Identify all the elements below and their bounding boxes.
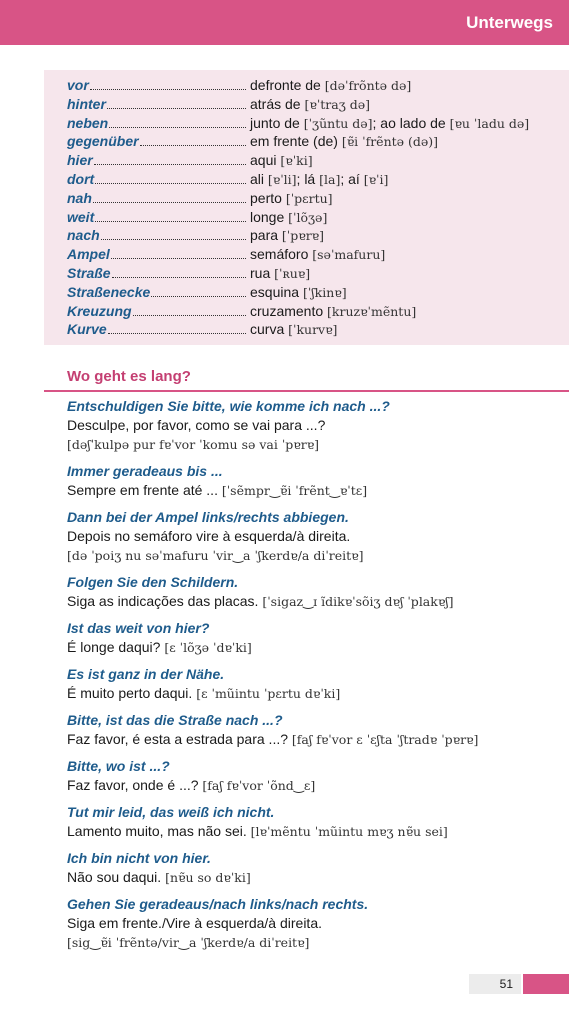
phrase-portuguese-line	[67, 527, 562, 546]
vocab-term	[67, 189, 250, 208]
vocab-translation	[250, 320, 337, 340]
vocab-row	[67, 302, 562, 321]
vocab-translation	[250, 302, 416, 322]
vocab-pronunciation: [ɐˈtraʒ də]	[304, 96, 371, 112]
page-number-accent	[523, 974, 569, 994]
chapter-title: Unterwegs	[466, 13, 553, 32]
vocab-portuguese-alt: ; ao lado de	[372, 114, 446, 131]
phrase-portuguese: É muito perto daqui.	[67, 685, 193, 701]
phrase-pronunciation: [faʃ fɐˈvor ˈõnd‿ɛ]	[202, 778, 316, 793]
vocab-translation	[250, 264, 310, 284]
vocab-portuguese: junto de	[250, 114, 300, 131]
vocab-pronunciation: [ˈʒũntu də]	[303, 115, 373, 131]
vocab-translation	[250, 170, 388, 190]
phrase-portuguese: Faz favor, é esta a estrada para ...?	[67, 731, 289, 747]
phrase-pronunciation: [ˈsẽmpr‿ɐ̃i ˈfrẽnt‿ɐˈtɛ]	[221, 483, 368, 498]
phrase-entry	[67, 619, 562, 657]
vocab-term	[67, 302, 250, 321]
vocab-portuguese: curva	[250, 321, 285, 338]
vocab-german: Kurve	[67, 321, 107, 338]
vocab-pronunciation: [ˈʀuɐ]	[274, 265, 311, 281]
dot-leader	[94, 163, 246, 165]
vocab-row	[67, 208, 562, 227]
vocab-german: hier	[67, 152, 93, 169]
vocab-german: vor	[67, 77, 89, 93]
phrase-german: Bitte, ist das die Straße nach ...?	[67, 712, 283, 728]
vocab-term	[67, 76, 250, 95]
phrase-list	[67, 397, 562, 960]
phrase-portuguese-line	[67, 481, 562, 500]
phrase-german: Gehen Sie geradeaus/nach links/nach rechts.	[67, 896, 369, 912]
phrase-portuguese-line	[67, 592, 562, 611]
vocab-pronunciation: [ˈkurvɐ]	[288, 322, 338, 338]
phrase-pronunciation: [də ˈpoiʒ nu səˈmafuru ˈvir‿a ˈʃkerdɐ/a diˈreitɐ]	[67, 548, 364, 563]
phrase-entry	[67, 397, 562, 454]
vocab-term	[67, 95, 250, 114]
phrase-portuguese-line	[67, 914, 562, 933]
phrase-pronunciation: [ɛ ˈmũintu ˈpɛrtu dɐˈki]	[196, 686, 341, 701]
vocab-row	[67, 283, 562, 302]
vocab-translation	[250, 283, 347, 303]
vocab-pronunciation: [ˈpɛrtu]	[285, 190, 333, 206]
vocab-term	[67, 320, 250, 339]
vocab-row	[67, 170, 562, 189]
phrase-portuguese-line	[67, 638, 562, 657]
dot-leader	[95, 220, 246, 222]
phrase-entry	[67, 711, 562, 749]
vocab-term	[67, 283, 250, 302]
vocab-german: gegenüber	[67, 133, 139, 150]
vocab-portuguese: esquina	[250, 283, 300, 300]
dot-leader	[90, 88, 246, 90]
vocab-german: Kreuzung	[67, 302, 132, 319]
vocab-pronunciation: [dəˈfrõntə də]	[324, 78, 412, 93]
phrase-pronunciation: [faʃ fɐˈvor ɛ ˈɛʃta ˈʃtradɐ ˈpɐrɐ]	[291, 732, 479, 747]
vocab-translation	[250, 132, 438, 152]
vocab-row	[67, 76, 562, 95]
phrase-entry	[67, 462, 562, 500]
vocab-portuguese: aqui	[250, 152, 277, 169]
phrase-german: Ich bin nicht von hier.	[67, 850, 211, 866]
chapter-header-bar	[0, 0, 569, 45]
vocab-row	[67, 245, 562, 264]
vocab-translation	[250, 76, 411, 96]
dot-leader	[133, 314, 246, 316]
vocab-pronunciation: [ɐˈli]	[267, 171, 297, 187]
vocab-row	[67, 189, 562, 208]
vocab-german: neben	[67, 114, 109, 131]
dot-leader	[108, 332, 246, 334]
vocab-row	[67, 114, 562, 133]
phrase-german: Bitte, wo ist ...?	[67, 758, 170, 774]
phrase-entry	[67, 895, 562, 952]
dot-leader	[111, 257, 246, 259]
vocab-term	[67, 170, 250, 189]
phrase-german: Tut mir leid, das weiß ich nicht.	[67, 804, 275, 820]
vocab-german: Ampel	[67, 246, 110, 263]
phrase-pronunciation: [dəʃˈkulpə pur fɐˈvor ˈkomu sə vai ˈpɐrɐ]	[67, 437, 320, 452]
vocab-translation	[250, 151, 313, 171]
phrase-pronunciation: [nɐ̃u so dɐˈki]	[165, 870, 251, 885]
vocab-portuguese-alt: ; lá	[296, 170, 316, 187]
phrase-german: Ist das weit von hier?	[67, 620, 210, 636]
page-number: 51	[469, 974, 521, 994]
vocab-pronunciation: [səˈmafuru]	[312, 247, 386, 263]
vocab-row	[67, 95, 562, 114]
phrase-pronunciation: [ɛ ˈlõʒə ˈdɐˈki]	[164, 640, 252, 655]
vocab-term	[67, 226, 250, 245]
phrase-portuguese-line	[67, 776, 562, 795]
phrase-german: Immer geradeaus bis ...	[67, 463, 223, 479]
phrase-pronunciation: [lɐˈmẽntu ˈmũintu mɐʒ nɐ̃u sei]	[250, 824, 448, 839]
vocab-pronunciation: [kruzɐˈmẽntu]	[327, 303, 417, 319]
vocab-translation	[250, 208, 327, 228]
phrase-entry	[67, 573, 562, 611]
dot-leader	[101, 238, 246, 240]
vocab-portuguese: rua	[250, 264, 271, 281]
vocab-pronunciation: [ˈpɐrɐ]	[281, 228, 324, 244]
vocab-pronunciation: [ˈlõʒə]	[288, 209, 328, 225]
vocab-portuguese: em frente (de)	[250, 133, 338, 150]
vocab-pronunciation: [ɐˈki]	[280, 153, 313, 169]
phrase-entry	[67, 849, 562, 887]
phrase-german: Dann bei der Ampel links/rechts abbiegen.	[67, 509, 349, 525]
section-divider	[44, 390, 569, 392]
phrase-portuguese-line	[67, 730, 562, 749]
vocab-portuguese: defronte de	[250, 77, 321, 93]
phrase-entry	[67, 803, 562, 841]
dot-leader	[95, 182, 246, 184]
phrase-portuguese-line	[67, 868, 562, 887]
dot-leader	[112, 276, 246, 278]
vocab-row	[67, 226, 562, 245]
phrase-entry	[67, 757, 562, 795]
vocab-pronunciation-alt: [ɐˈi]	[363, 171, 389, 187]
vocab-portuguese: atrás de	[250, 95, 301, 112]
vocab-german: hinter	[67, 95, 106, 112]
section-heading: Wo geht es lang?	[67, 368, 191, 385]
phrase-portuguese: Lamento muito, mas não sei.	[67, 823, 247, 839]
vocab-row	[67, 264, 562, 283]
phrase-portuguese: Não sou daqui.	[67, 869, 162, 885]
phrase-portuguese: Siga as indicações das placas.	[67, 593, 259, 609]
vocab-german: Straße	[67, 264, 111, 281]
vocab-pronunciation-alt: [ɐu ˈladu də]	[449, 115, 530, 131]
phrase-pronunciation: [sig‿ɐ̃i ˈfrẽntə/vir‿a ˈʃkerdɐ/a diˈreitɐ]	[67, 935, 310, 950]
vocab-row	[67, 132, 562, 151]
vocab-portuguese: longe	[250, 208, 285, 225]
phrase-entry	[67, 508, 562, 565]
vocab-term	[67, 114, 250, 133]
vocab-pronunciation: [ɐ̃i ˈfrẽntə (də)]	[341, 134, 439, 150]
vocab-portuguese: semáforo	[250, 246, 309, 263]
vocab-portuguese: perto	[250, 189, 282, 206]
vocab-portuguese: cruzamento	[250, 302, 324, 319]
vocabulary-list	[67, 76, 562, 339]
vocab-german: Straßenecke	[67, 283, 151, 300]
vocab-german: weit	[67, 208, 95, 225]
vocab-pronunciation-alt: [la]	[319, 171, 341, 187]
vocab-portuguese-alt: ; aí	[340, 170, 360, 187]
dot-leader	[109, 126, 246, 128]
phrase-portuguese: Siga em frente./Vire à esquerda/à direita.	[67, 915, 323, 931]
dot-leader	[151, 295, 246, 297]
phrase-portuguese-line	[67, 416, 562, 435]
phrase-german: Entschuldigen Sie bitte, wie komme ich nach ...?	[67, 398, 390, 414]
phrase-portuguese: Desculpe, por favor, como se vai para ...?	[67, 417, 326, 433]
vocab-german: nach	[67, 227, 100, 244]
phrase-pronunciation: [ˈsigaz‿ɪ ĩdikɐˈsõiʒ dɐʃ ˈplakɐʃ]	[262, 594, 454, 609]
phrase-german: Folgen Sie den Schildern.	[67, 574, 239, 590]
vocab-row	[67, 151, 562, 170]
vocab-pronunciation: [ˈʃkinɐ]	[302, 284, 347, 300]
vocab-term	[67, 245, 250, 264]
vocab-translation	[250, 95, 370, 115]
vocab-translation	[250, 245, 385, 265]
phrase-german: Es ist ganz in der Nähe.	[67, 666, 225, 682]
phrase-portuguese: É longe daqui?	[67, 639, 161, 655]
vocab-portuguese: para	[250, 227, 279, 244]
dot-leader	[107, 107, 246, 109]
phrase-portuguese: Depois no semáforo vire à esquerda/à direita.	[67, 528, 351, 544]
vocab-term	[67, 132, 250, 151]
vocab-german: dort	[67, 170, 95, 187]
dot-leader	[93, 201, 246, 203]
vocab-translation	[250, 226, 324, 246]
vocab-row	[67, 320, 562, 339]
phrase-portuguese: Sempre em frente até ...	[67, 482, 218, 498]
vocab-term	[67, 208, 250, 227]
vocab-term	[67, 264, 250, 283]
vocabulary-box	[44, 70, 569, 345]
phrase-portuguese: Faz favor, onde é ...?	[67, 777, 199, 793]
dot-leader	[140, 144, 246, 146]
vocab-translation	[250, 189, 333, 209]
phrase-entry	[67, 665, 562, 703]
vocab-portuguese: ali	[250, 170, 265, 187]
phrase-portuguese-line	[67, 822, 562, 841]
phrase-portuguese-line	[67, 684, 562, 703]
vocab-term	[67, 151, 250, 170]
vocab-german: nah	[67, 189, 92, 206]
vocab-translation	[250, 114, 529, 134]
